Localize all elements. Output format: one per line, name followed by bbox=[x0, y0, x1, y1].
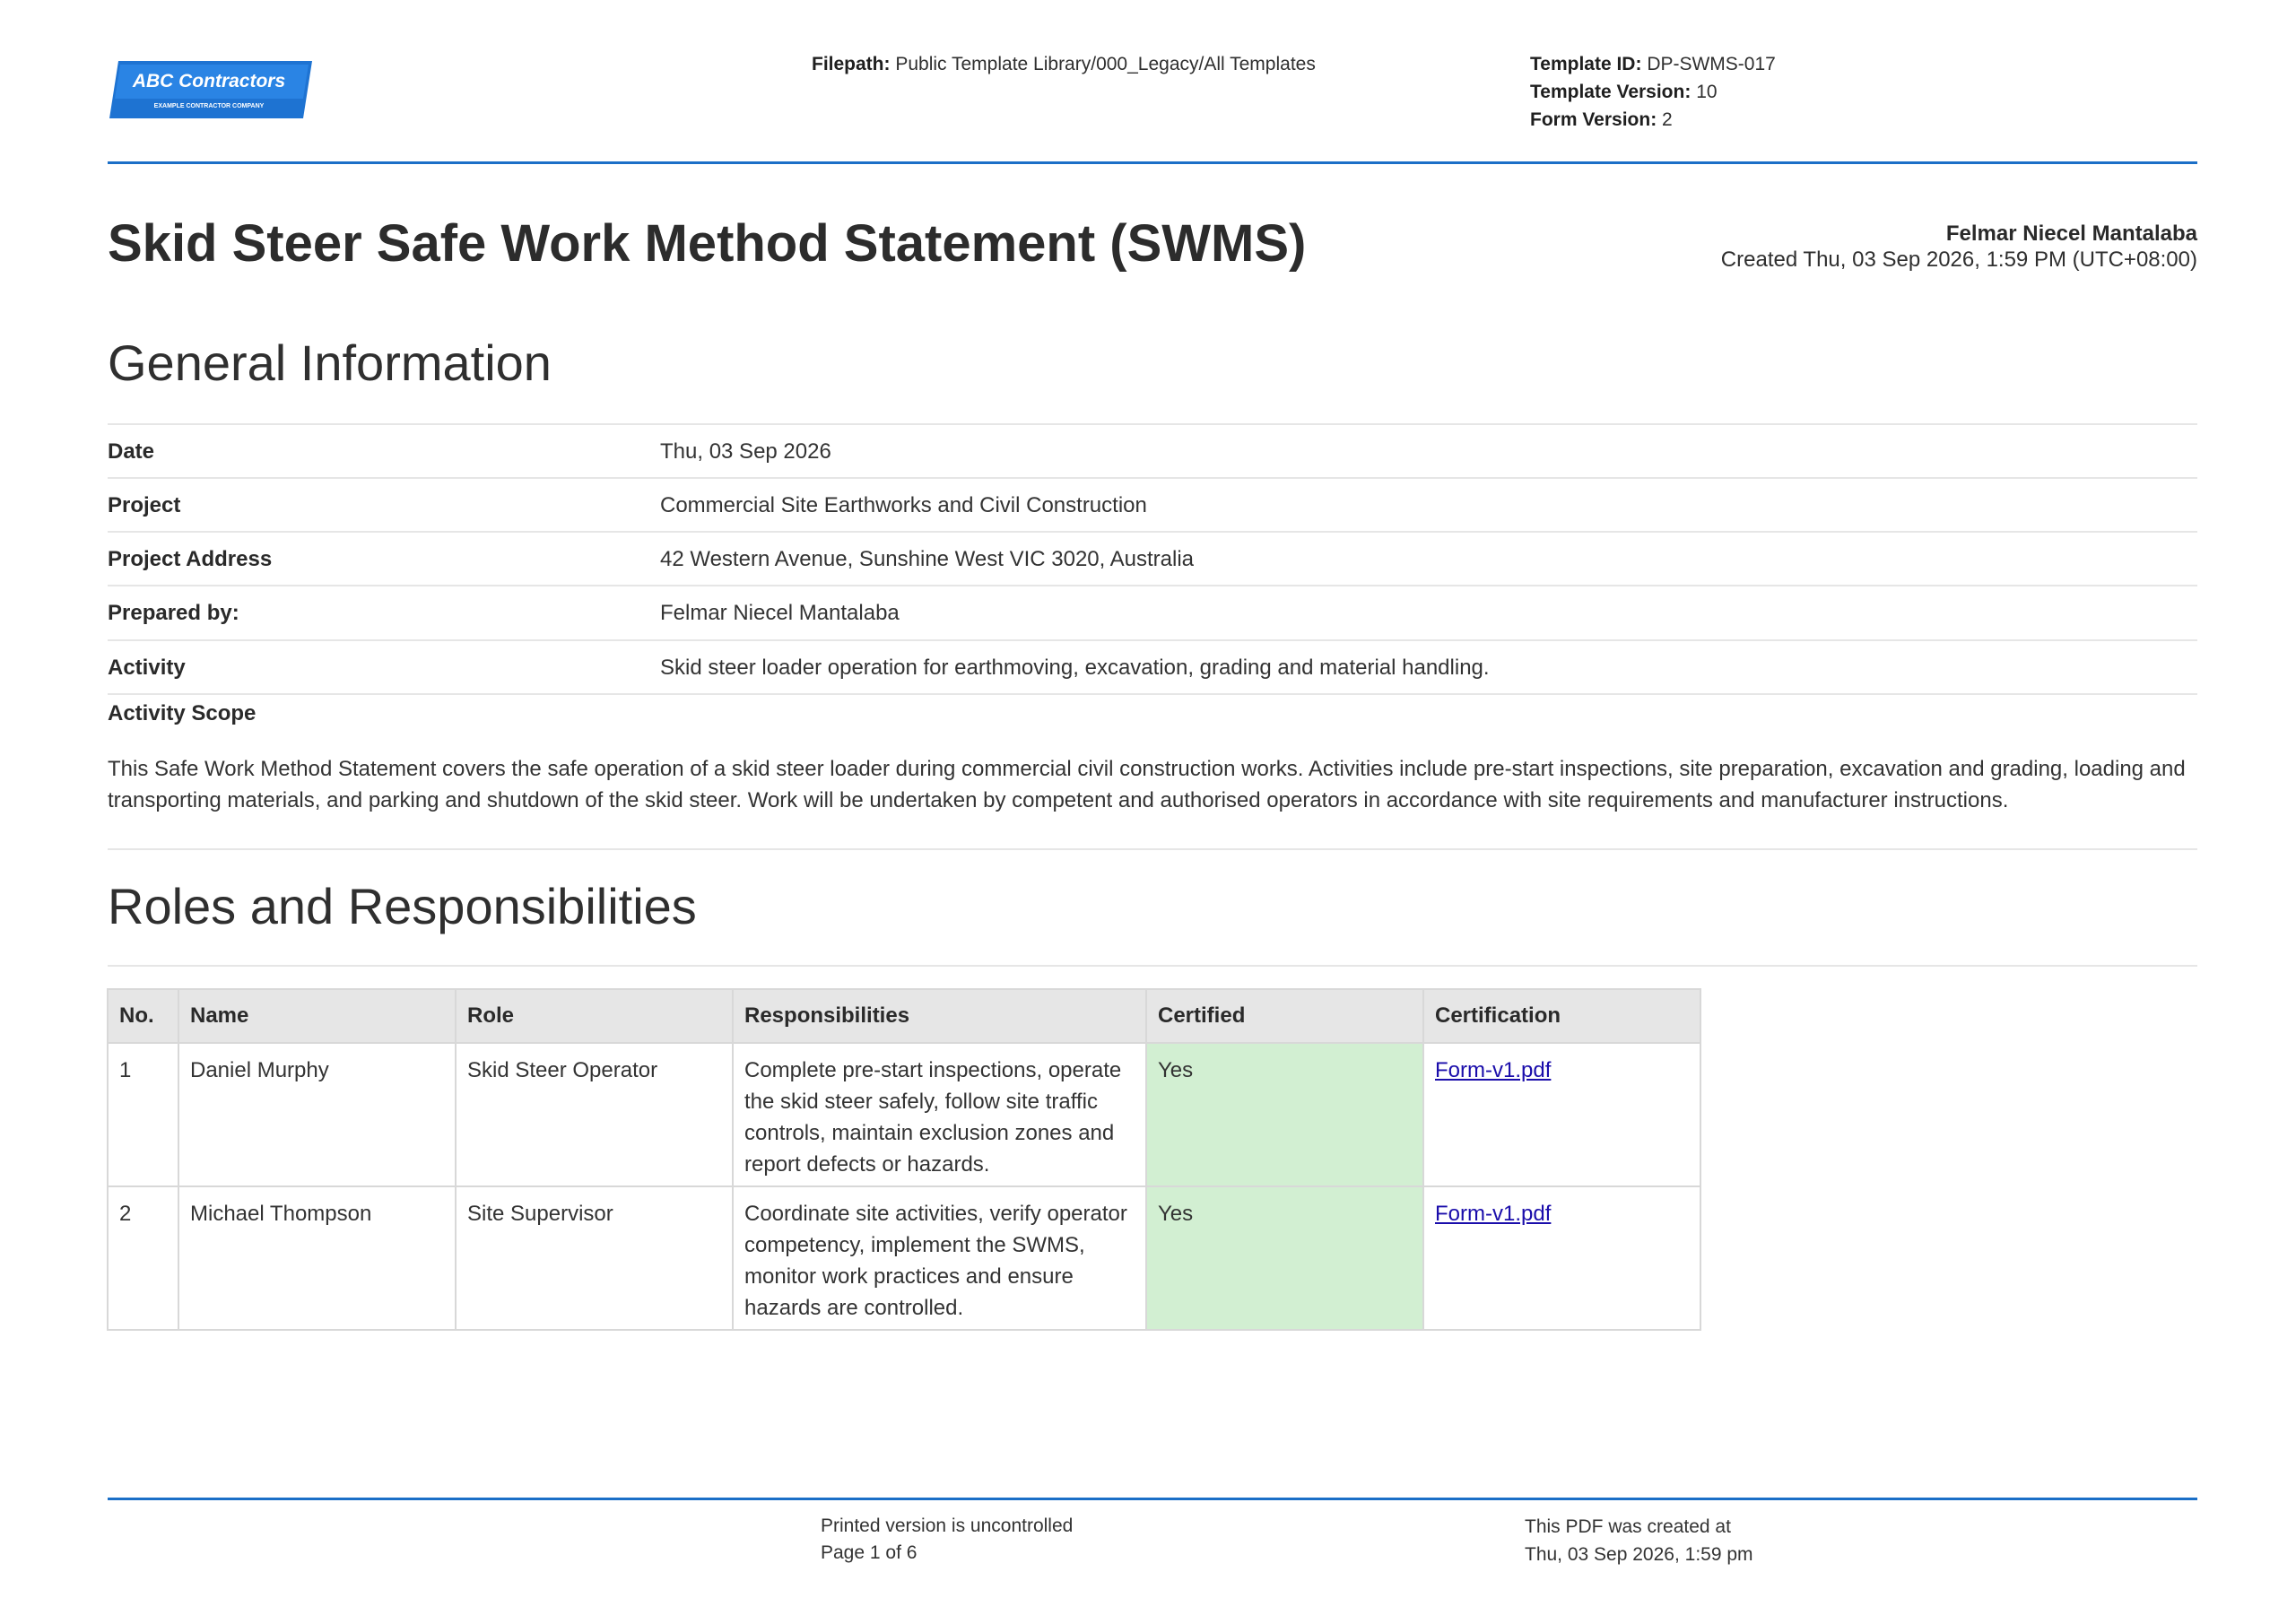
cell-role: Skid Steer Operator bbox=[456, 1043, 733, 1186]
template-meta bbox=[1530, 50, 1776, 134]
filepath-value: Public Template Library/000_Legacy/All Templates bbox=[895, 54, 1316, 74]
certification-link[interactable]: Form-v1.pdf bbox=[1435, 1058, 1552, 1082]
pdf-created-timestamp: Thu, 03 Sep 2026, 1:59 pm bbox=[1525, 1544, 1753, 1565]
column-header-responsibilities: Responsibilities bbox=[733, 989, 1146, 1043]
template-id-value: DP-SWMS-017 bbox=[1647, 54, 1776, 74]
logo-tagline-text: EXAMPLE CONTRACTOR COMPANY bbox=[153, 103, 265, 109]
column-header-certification: Certification bbox=[1423, 989, 1700, 1043]
uncontrolled-notice: Printed version is uncontrolled bbox=[821, 1515, 1074, 1536]
column-header-certified: Certified bbox=[1146, 989, 1423, 1043]
divider bbox=[108, 965, 2197, 967]
info-row-date bbox=[108, 425, 2197, 479]
document-title: Skid Steer Safe Work Method Statement (SWMS) bbox=[108, 214, 1307, 273]
info-row-prepared-by bbox=[108, 586, 2197, 640]
roles-table bbox=[107, 988, 1701, 1331]
cell-no: 1 bbox=[108, 1043, 178, 1186]
footer-left bbox=[821, 1513, 1073, 1567]
column-header-name: Name bbox=[178, 989, 456, 1043]
creator-name: Felmar Niecel Mantalaba bbox=[1945, 221, 2197, 246]
info-label: Prepared by: bbox=[108, 601, 239, 625]
company-logo bbox=[108, 59, 314, 120]
roles-heading: Roles and Responsibilities bbox=[108, 878, 697, 934]
logo-brand-text: ABC Contractors bbox=[132, 71, 286, 91]
form-version-label: Form Version: bbox=[1530, 109, 1657, 130]
info-value: Thu, 03 Sep 2026 bbox=[660, 439, 831, 464]
activity-scope-text: This Safe Work Method Statement covers the safe operation of a skid steer loader during commercial civil construction works. Activities include pre-start inspections, site preparation, excavation and grading, loading and transporting materials, and parking and shutdown of the skid steer. Work will be undertaken by competent and authorised operators in accordance with site requirements and manufacturer instructions. bbox=[108, 757, 2186, 812]
info-label: Project Address bbox=[108, 547, 273, 571]
cell-certified: Yes bbox=[1146, 1186, 1423, 1330]
info-value: Felmar Niecel Mantalaba bbox=[660, 601, 900, 625]
cell-role: Site Supervisor bbox=[456, 1186, 733, 1330]
cell-name: Michael Thompson bbox=[178, 1186, 456, 1330]
pdf-created-label: This PDF was created at bbox=[1525, 1516, 1731, 1537]
table-header-row bbox=[108, 989, 1700, 1043]
cell-no: 2 bbox=[108, 1186, 178, 1330]
template-id-label: Template ID: bbox=[1530, 54, 1642, 74]
divider bbox=[108, 848, 2197, 850]
info-value: Skid steer loader operation for earthmoving, excavation, grading and material handling. bbox=[660, 656, 1490, 680]
cell-responsibilities: Coordinate site activities, verify operator competency, implement the SWMS, monitor work practices and ensure hazards are controlled. bbox=[733, 1186, 1146, 1330]
general-information-heading: General Information bbox=[108, 334, 552, 391]
info-label: Activity bbox=[108, 656, 186, 680]
table-row bbox=[108, 1043, 1700, 1186]
cell-certified: Yes bbox=[1146, 1043, 1423, 1186]
creator-block bbox=[1721, 221, 2197, 273]
info-row-project bbox=[108, 479, 2197, 533]
info-value: Commercial Site Earthworks and Civil Construction bbox=[660, 493, 1147, 517]
info-label: Date bbox=[108, 439, 155, 464]
cell-certification bbox=[1423, 1186, 1700, 1330]
divider bbox=[108, 693, 2197, 695]
filepath-meta bbox=[812, 50, 1316, 78]
certification-link[interactable]: Form-v1.pdf bbox=[1435, 1202, 1552, 1226]
form-version-value: 2 bbox=[1662, 109, 1673, 130]
template-version-label: Template Version: bbox=[1530, 82, 1692, 102]
cell-responsibilities: Complete pre-start inspections, operate the skid steer safely, follow site traffic controls, maintain exclusion zones and report defects or hazards. bbox=[733, 1043, 1146, 1186]
activity-scope-label: Activity Scope bbox=[108, 701, 257, 725]
created-timestamp: Created Thu, 03 Sep 2026, 1:59 PM (UTC+08:00) bbox=[1720, 248, 2197, 272]
column-header-no: No. bbox=[108, 989, 178, 1043]
info-row-project-address bbox=[108, 533, 2197, 586]
column-header-role: Role bbox=[456, 989, 733, 1043]
info-row-activity bbox=[108, 641, 2197, 695]
page-number: Page 1 of 6 bbox=[821, 1542, 918, 1563]
footer-right bbox=[1525, 1513, 1753, 1568]
info-label: Project bbox=[108, 493, 181, 517]
filepath-label: Filepath: bbox=[812, 54, 891, 74]
footer-divider bbox=[108, 1498, 2197, 1500]
table-row bbox=[108, 1186, 1700, 1330]
template-version-value: 10 bbox=[1696, 82, 1718, 102]
cell-certification bbox=[1423, 1043, 1700, 1186]
header-divider bbox=[108, 161, 2197, 164]
cell-name: Daniel Murphy bbox=[178, 1043, 456, 1186]
info-value: 42 Western Avenue, Sunshine West VIC 3020, Australia bbox=[660, 547, 1195, 571]
